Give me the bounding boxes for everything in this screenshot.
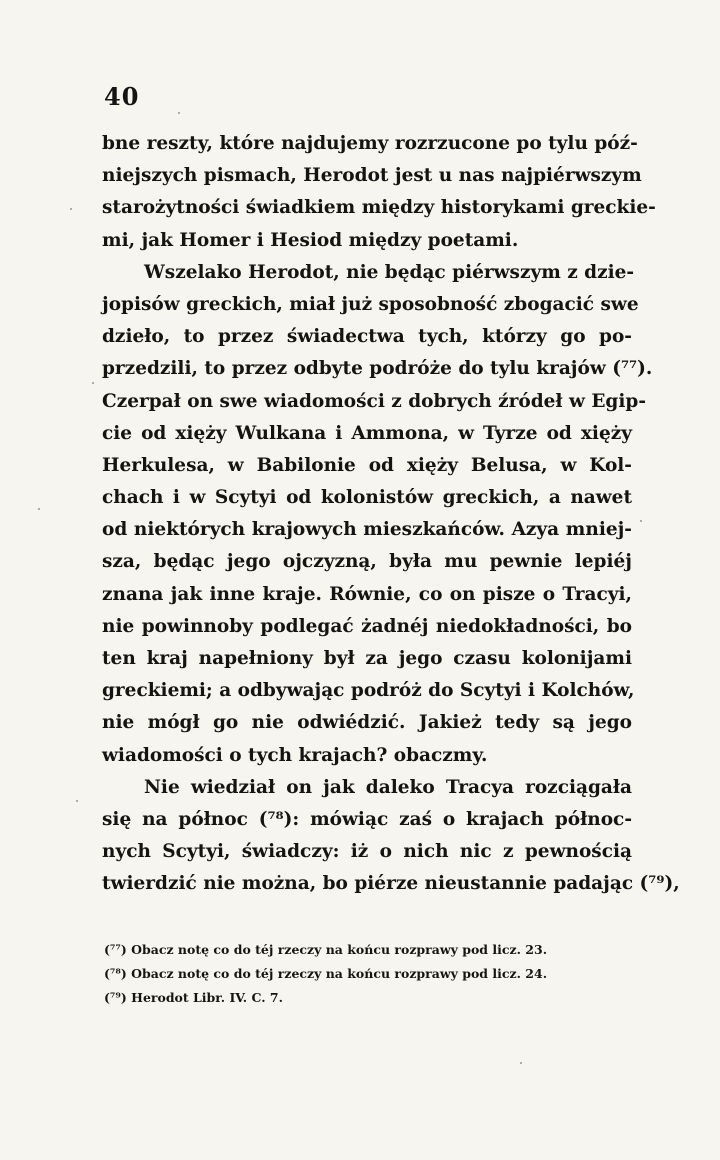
paragraph-start-line: Nie wiedział on jak daleko Tracya rozciągała xyxy=(144,776,632,798)
text-line: wiadomości o tych krajach? obaczmy. xyxy=(102,744,488,766)
text-line: przedzili, to przez odbyte podróże do tylu krajów (⁷⁷). xyxy=(102,358,653,380)
text-line: chach i w Scytyi od kolonistów greckich, a nawet xyxy=(102,487,632,509)
text-line: nie mógł go nie odwiédzić. Jakież tedy są jego xyxy=(102,712,632,734)
footnotes xyxy=(104,938,624,1010)
text-line: sza, będąc jego ojczyzną, była mu pewnie lepiéj xyxy=(102,551,632,573)
paper-speck xyxy=(178,112,180,114)
paper-speck xyxy=(38,508,40,510)
footnote-79: (⁷⁹) Herodot Libr. IV. C. 7. xyxy=(104,990,283,1005)
text-line: się na północ (⁷⁸): mówiąc zaś o krajach północ- xyxy=(102,808,632,830)
text-line: Herkulesa, w Babilonie od xięży Belusa, w Kol- xyxy=(102,454,632,476)
text-line: bne reszty, które najdujemy rozrzucone po tylu póź- xyxy=(102,133,638,154)
footnote-77: (⁷⁷) Obacz notę co do téj rzeczy na końcu rozprawy pod licz. 23. xyxy=(104,942,548,957)
text-line: cie od xięży Wulkana i Ammona, w Tyrze od xięży xyxy=(102,422,632,444)
paper-speck xyxy=(92,382,94,384)
paragraph-start-line: Wszelako Herodot, nie będąc piérwszym z dzie- xyxy=(144,261,635,283)
text-line: mi, jak Homer i Hesiod między poetami. xyxy=(102,229,519,251)
paper-speck xyxy=(76,800,78,802)
text-line: niejszych pismach, Herodot jest u nas najpiérwszym xyxy=(102,165,642,187)
text-line: nych Scytyi, świadczy: iż o nich nic z pewnością xyxy=(102,841,632,863)
text-line: od niektórych krajowych mieszkańców. Azya mniej- xyxy=(102,519,632,541)
text-line: nie powinnoby podlegać żadnéj niedokładności, bo xyxy=(102,615,632,637)
text-line: greckiemi; a odbywając podróż do Scytyi i Kolchów, xyxy=(102,680,635,702)
text-line: jopisów greckich, miał już sposobność zbogacić swe xyxy=(102,293,639,315)
body-text xyxy=(102,128,680,901)
paper-speck xyxy=(70,208,72,210)
paper-speck xyxy=(640,520,642,522)
paper-speck xyxy=(520,1062,522,1064)
text-line: Czerpał on swe wiadomości z dobrych źródeł w Egip- xyxy=(102,390,646,412)
page-number: 40 xyxy=(104,82,140,111)
text-line: twierdzić nie można, bo piérze nieustannie padając (⁷⁹), xyxy=(102,873,680,895)
text-line: znana jak inne kraje. Równie, co on pisze o Tracyi, xyxy=(102,583,632,605)
footnote-78: (⁷⁸) Obacz notę co do téj rzeczy na końcu rozprawy pod licz. 24. xyxy=(104,966,548,981)
text-line: dzieło, to przez świadectwa tych, którzy go po- xyxy=(102,326,632,348)
text-line: starożytności świadkiem między historykami greckie- xyxy=(102,197,656,219)
text-line: ten kraj napełniony był za jego czasu kolonijami xyxy=(102,648,632,669)
